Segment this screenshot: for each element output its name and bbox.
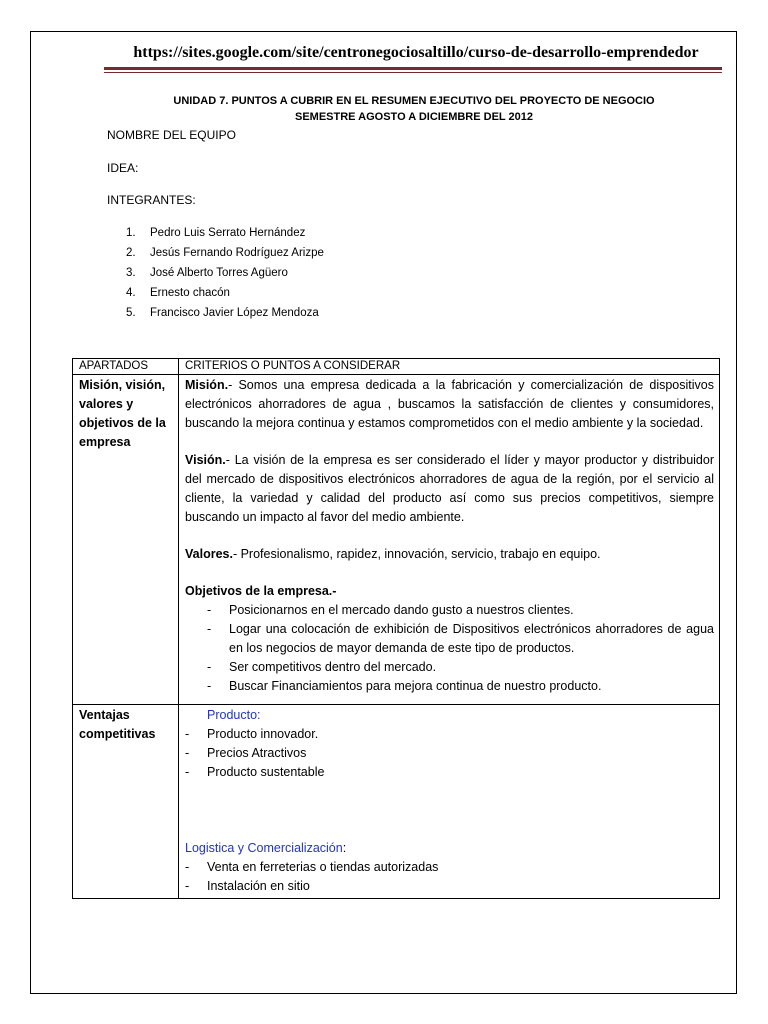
product-advantage: Producto innovador. <box>207 727 319 741</box>
table-header-row <box>73 359 720 375</box>
unit-title: UNIDAD 7. PUNTOS A CUBRIR EN EL RESUMEN EJECUTIVO DEL PROYECTO DE NEGOCIO <box>173 95 655 107</box>
list-item: - Instalación en sitio <box>185 879 310 893</box>
logistics-list <box>185 858 714 896</box>
table-row <box>73 705 720 899</box>
list-item: - Producto innovador. <box>185 727 319 741</box>
mission-paragraph <box>185 376 714 433</box>
section-content-advantages <box>179 705 720 899</box>
logistics-advantage: Venta en ferreterias o tiendas autorizadas <box>207 860 439 874</box>
list-item: - Producto sustentable <box>185 765 325 779</box>
item-number: 5. <box>126 307 136 319</box>
member-name: Jesús Fernando Rodríguez Arizpe <box>150 247 324 259</box>
idea-label: IDEA: <box>107 161 139 175</box>
logistics-advantage: Instalación en sitio <box>207 879 310 893</box>
list-item: - Venta en ferreterias o tiendas autorizadas <box>185 860 439 874</box>
product-heading: Producto: <box>207 708 261 722</box>
vision-paragraph <box>185 451 714 527</box>
product-advantage: Producto sustentable <box>207 765 325 779</box>
column-header-criterios: CRITERIOS O PUNTOS A CONSIDERAR <box>179 359 720 375</box>
logistics-heading: Logistica y Comercialización: <box>185 841 347 855</box>
member-name: Pedro Luis Serrato Hernández <box>150 227 306 239</box>
column-header-apartados: APARTADOS <box>73 359 179 375</box>
list-item: - Buscar Financiamientos para mejora continua de nuestro producto. <box>207 679 602 693</box>
section-label-mission: Misión, visión, valores y objetivos de la empresa <box>73 375 179 705</box>
semester-title: SEMESTRE AGOSTO A DICIEMBRE DEL 2012 <box>295 111 533 123</box>
list-item: - Logar una colocación de exhibición de Dispositivos electrónicos ahorradores de agua en los negocios de mayor demanda de este tipo de productos. <box>207 622 714 655</box>
objective-text: Posicionarnos en el mercado dando gusto a nuestros clientes. <box>229 603 574 617</box>
list-item <box>126 223 324 243</box>
list-item: - Posicionarnos en el mercado dando gusto a nuestros clientes. <box>207 603 574 617</box>
objective-text: Logar una colocación de exhibición de Dispositivos electrónicos ahorradores de agua en los negocios de mayor demanda de este tipo de productos. <box>229 622 714 655</box>
header-rule <box>104 67 722 70</box>
objective-text: Ser competitivos dentro del mercado. <box>229 660 437 674</box>
item-number: 3. <box>126 267 136 279</box>
list-item <box>126 243 324 263</box>
member-name: José Alberto Torres Agüero <box>150 267 288 279</box>
section-label-advantages: Ventajas competitivas <box>73 705 179 899</box>
product-list <box>185 725 714 782</box>
list-item <box>126 283 324 303</box>
header-rule-thin <box>104 72 722 73</box>
list-item <box>126 303 324 323</box>
list-item <box>126 263 324 283</box>
section-content-mission <box>179 375 720 705</box>
objectives-list <box>185 601 714 696</box>
member-name: Francisco Javier López Mendoza <box>150 307 319 319</box>
members-label: INTEGRANTES: <box>107 193 196 207</box>
item-number: 1. <box>126 227 136 239</box>
values-text: - Profesionalismo, rapidez, innovación, servicio, trabajo en equipo. <box>232 547 601 561</box>
objective-text: Buscar Financiamientos para mejora continua de nuestro producto. <box>229 679 602 693</box>
objectives-heading: Objetivos de la empresa.- <box>185 584 337 598</box>
vision-text: - La visión de la empresa es ser considerado el líder y mayor productor y distribuidor del mercado de dispositivos electrónicos ahorradores de agua de la región, por el servicio al cliente, la variedad y calidad del producto así como sus precios competitivos, siempre buscando un impacto al favor del medio ambiente. <box>185 453 714 524</box>
item-number: 4. <box>126 287 136 299</box>
product-advantage: Precios Atractivos <box>207 746 307 760</box>
members-list <box>126 223 324 323</box>
member-name: Ernesto chacón <box>150 287 230 299</box>
criteria-table <box>72 358 720 899</box>
mission-title: Misión. <box>185 378 229 392</box>
table-row <box>73 375 720 705</box>
list-item: - Ser competitivos dentro del mercado. <box>207 660 437 674</box>
values-paragraph <box>185 545 714 564</box>
values-title: Valores. <box>185 547 233 561</box>
list-item: - Precios Atractivos <box>185 746 307 760</box>
site-url[interactable]: https://sites.google.com/site/centronegociosaltillo/curso-de-desarrollo-emprendedor <box>133 44 699 61</box>
mission-text: - Somos una empresa dedicada a la fabricación y comercialización de dispositivos electrónicos ahorradores de agua , buscamos la satisfacción de clientes y consumidores, buscando la mejora continua y estamos comprometidos con el medio ambiente y la sociedad. <box>185 378 714 430</box>
item-number: 2. <box>126 247 136 259</box>
vision-title: Visión. <box>185 453 226 467</box>
team-name-label: NOMBRE DEL EQUIPO <box>107 128 236 142</box>
